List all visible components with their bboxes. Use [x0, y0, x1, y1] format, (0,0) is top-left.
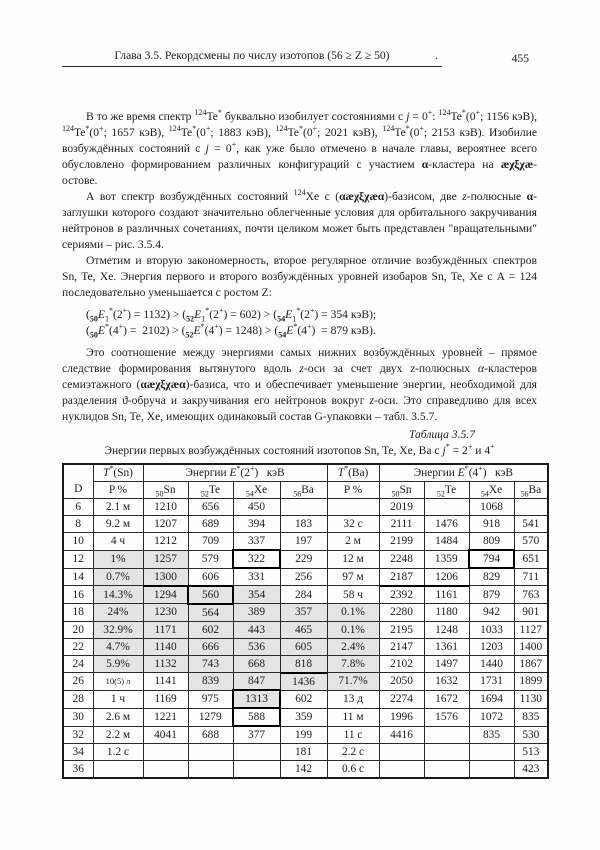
- table-cell: 331: [233, 568, 280, 586]
- energy-inequalities: [86, 307, 537, 339]
- cell-d-value: 32: [63, 726, 93, 744]
- table-cell: 1672: [424, 690, 469, 708]
- table-cell: 2280: [379, 604, 424, 622]
- table-cell: [424, 761, 469, 779]
- table-cell: 1130: [514, 690, 548, 708]
- table-cell: 2.2 м: [93, 726, 143, 744]
- table-cell: 1361: [424, 638, 469, 655]
- table-cell: 11 м: [327, 708, 379, 726]
- table-cell: [93, 761, 143, 779]
- isotope-table-body: [63, 499, 548, 779]
- table-cell: 901: [514, 604, 548, 622]
- table-cell: [233, 744, 280, 761]
- cell-d-value: 14: [63, 568, 93, 586]
- table-cell: [188, 744, 233, 761]
- header-row-columns: [63, 482, 548, 499]
- table-cell: 835: [514, 708, 548, 726]
- table-cell: 1359: [424, 550, 469, 568]
- table-cell: 2.6 м: [93, 708, 143, 726]
- running-head-title: [62, 48, 442, 67]
- table-cell: [280, 499, 327, 516]
- table-cell: 835: [469, 726, 514, 744]
- table-cell: 1313: [233, 690, 280, 708]
- table-cell: 2195: [379, 621, 424, 638]
- table-cell: 32 с: [327, 516, 379, 533]
- paragraph-te124-spectrum: В то же время спектр $^{124}$Te* буквально изобилует состояниями с j = 0+: $^{124}$Te*(0+; 1156 кэВ), $^{124}$Te*(0+; 1657 кэВ), $^{124}$Te*(0+; 1883 кэВ), $^{124}$Te*(0+; 2021 кэВ), $^{124}$Te*(0+; 2153 кэВ). Изобилие возбуждённых состояний с j = 0+, как уже было отмечено в начале главы, вероятнее всего обусловлено формированием различных конфигураций с участием α-кластера на æχξχæ-остове.: [62, 108, 537, 187]
- table-cell: 5.9%: [93, 655, 143, 673]
- paragraph-second-regularity: Отметим и вторую закономерность, второе регулярное отличие возбуждённых спектров Sn, Te, Xe. Энергия первого и второго возбуждённых уровней изобаров Sn, Te, Xe с A = 124 последовательно уменьшается с ростом Z:: [62, 254, 537, 299]
- table-cell: 1%: [93, 550, 143, 568]
- table-cell: 7.8%: [327, 655, 379, 673]
- table-cell: 1497: [424, 655, 469, 673]
- table-cell: 2 м: [327, 533, 379, 551]
- table-cell: 1033: [469, 621, 514, 638]
- table-cell: 1206: [424, 568, 469, 586]
- col-header-halflife-sn: T*(Sn): [93, 464, 143, 482]
- table-row: [63, 690, 548, 708]
- table-cell: 58 ч: [327, 586, 379, 604]
- table-cell: 588: [233, 708, 280, 726]
- col-header-p-ba: P %: [327, 482, 379, 499]
- table-cell: 2.4%: [327, 638, 379, 655]
- table-cell: 337: [233, 533, 280, 551]
- table-cell: 2274: [379, 690, 424, 708]
- table-cell: 513: [514, 744, 548, 761]
- table-cell: 1230: [143, 604, 188, 622]
- cell-d-value: 30: [63, 708, 93, 726]
- col-header-te-2: $_{52}$Te: [188, 482, 233, 499]
- table-cell: 1212: [143, 533, 188, 551]
- table-cell: [379, 744, 424, 761]
- table-cell: 942: [469, 604, 514, 622]
- table-row: [63, 533, 548, 551]
- table-cell: 2248: [379, 550, 424, 568]
- running-head-dot: .: [435, 49, 438, 62]
- table-cell: 2187: [379, 568, 424, 586]
- table-cell: 829: [469, 568, 514, 586]
- cell-d-value: 8: [63, 516, 93, 533]
- table-cell: 1400: [514, 638, 548, 655]
- table-cell: 560: [188, 586, 233, 604]
- table-cell: 14.3%: [93, 586, 143, 604]
- table-row: [63, 655, 548, 673]
- cell-d-value: 16: [63, 586, 93, 604]
- table-cell: 1203: [469, 638, 514, 655]
- table-cell: 709: [188, 533, 233, 551]
- table-cell: 1171: [143, 621, 188, 638]
- table-cell: 1257: [143, 550, 188, 568]
- table-cell: 0.1%: [327, 604, 379, 622]
- table-cell: 1.2 с: [93, 744, 143, 761]
- table-cell: 1141: [143, 673, 188, 691]
- table-cell: 389: [233, 604, 280, 622]
- table-cell: 794: [469, 550, 514, 568]
- table-cell: 2199: [379, 533, 424, 551]
- table-cell: 284: [280, 586, 327, 604]
- isotope-table: [62, 463, 549, 779]
- table-cell: 322: [233, 550, 280, 568]
- table-cell: 2392: [379, 586, 424, 604]
- table-cell: 651: [514, 550, 548, 568]
- table-cell: 763: [514, 586, 548, 604]
- col-header-sn-4: $_{50}$Sn: [379, 482, 424, 499]
- table-cell: 9.2 м: [93, 516, 143, 533]
- table-cell: 97 м: [327, 568, 379, 586]
- cell-d-value: 20: [63, 621, 93, 638]
- table-cell: 602: [188, 621, 233, 638]
- table-cell: [469, 744, 514, 761]
- table-cell: 1068: [469, 499, 514, 516]
- cell-d-value: 26: [63, 673, 93, 691]
- table-cell: 1294: [143, 586, 188, 604]
- table-cell: 71.7%: [327, 673, 379, 691]
- paragraph-xe124-spectrum: А вот спектр возбуждённых состояний $^{124}$Xe с (αæχξχæα)-базисом, две z-полюсные α-заглушки которого создают значительно облегченные условия для орбитального закручивания нейтронов в различных сочетаниях, почти целиком может быть представлен "вращательными" сериями – рис. 3.5.4.: [62, 188, 538, 251]
- table-cell: 359: [280, 708, 327, 726]
- table-row: [63, 673, 548, 691]
- table-cell: 847: [233, 673, 280, 691]
- table-cell: 4416: [379, 726, 424, 744]
- header-row-groups: [63, 464, 548, 482]
- table-cell: 1072: [469, 708, 514, 726]
- col-header-te-4: $_{52}$Te: [424, 482, 469, 499]
- table-cell: 32.9%: [93, 621, 143, 638]
- page-number: 455: [511, 52, 529, 65]
- cell-d-value: 28: [63, 690, 93, 708]
- table-cell: 0.1%: [327, 621, 379, 638]
- table-cell: 879: [469, 586, 514, 604]
- table-caption-title: Энергии первых возбуждённых состояний изотопов Sn, Te, Xe, Ba с j* = 2+ и 4+: [104, 442, 495, 457]
- cell-d-value: 34: [63, 744, 93, 761]
- table-cell: 465: [280, 621, 327, 638]
- col-header-energies-2plus: Энергии E*(2+) кэВ: [143, 464, 327, 482]
- table-cell: 918: [469, 516, 514, 533]
- table-cell: 2111: [379, 516, 424, 533]
- table-cell: 689: [188, 516, 233, 533]
- col-header-d: D: [63, 464, 93, 499]
- table-cell: 743: [188, 655, 233, 673]
- table-cell: 1221: [143, 708, 188, 726]
- table-cell: 530: [514, 726, 548, 744]
- equation-2plus: $(_{50}E_1^*(2^+) = 1132) > (_{52}E_1^*(2^+) = 602) > (_{54}E_1^*(2^+) = 354$ кэВ);: [86, 306, 377, 324]
- col-header-ba-2: $_{56}$Ba: [280, 482, 327, 499]
- table-cell: 606: [188, 568, 233, 586]
- table-cell: 1731: [469, 673, 514, 691]
- cell-d-value: 18: [63, 604, 93, 622]
- table-cell: 839: [188, 673, 233, 691]
- table-cell: 1127: [514, 621, 548, 638]
- table-cell: 1279: [188, 708, 233, 726]
- table-cell: [379, 761, 424, 779]
- table-cell: 1476: [424, 516, 469, 533]
- table-cell: 394: [233, 516, 280, 533]
- table-cell: 1180: [424, 604, 469, 622]
- table-cell: 1161: [424, 586, 469, 604]
- cell-d-value: 36: [63, 761, 93, 779]
- table-cell: 1436: [280, 673, 327, 691]
- cell-d-value: 24: [63, 655, 93, 673]
- table-cell: 579: [188, 550, 233, 568]
- table-cell: 1576: [424, 708, 469, 726]
- table-cell: 818: [280, 655, 327, 673]
- table-cell: 1694: [469, 690, 514, 708]
- table-cell: 809: [469, 533, 514, 551]
- table-cell: 354: [233, 586, 280, 604]
- table-row: [63, 516, 548, 533]
- table-cell: 2019: [379, 499, 424, 516]
- table-cell: 541: [514, 516, 548, 533]
- table-cell: [143, 761, 188, 779]
- table-cell: 605: [280, 638, 327, 655]
- table-cell: 181: [280, 744, 327, 761]
- table-cell: 24%: [93, 604, 143, 622]
- table-cell: [188, 761, 233, 779]
- table-cell: 183: [280, 516, 327, 533]
- table-cell: 668: [233, 655, 280, 673]
- table-cell: 11 с: [327, 726, 379, 744]
- table-cell: [143, 744, 188, 761]
- table-row: [63, 604, 548, 622]
- table-cell: 1248: [424, 621, 469, 638]
- table-cell: 1996: [379, 708, 424, 726]
- table-cell: 536: [233, 638, 280, 655]
- cell-d-value: 22: [63, 638, 93, 655]
- table-row: [63, 761, 548, 779]
- table-cell: 2.2 с: [327, 744, 379, 761]
- table-cell: 357: [280, 604, 327, 622]
- table-row: [63, 568, 548, 586]
- equation-4plus: $(_{50}E^*(4^+) = 2102) > (_{52}E^*(4^+) = 1248) > (_{54}E^*(4^+) = 879$ кэВ).: [86, 322, 376, 340]
- cell-d-value: 12: [63, 550, 93, 568]
- table-cell: 13 д: [327, 690, 379, 708]
- table-cell: 443: [233, 621, 280, 638]
- table-cell: 711: [514, 568, 548, 586]
- cell-d-value: 6: [63, 499, 93, 516]
- table-cell: 377: [233, 726, 280, 744]
- col-header-xe-2: $_{54}$Xe: [233, 482, 280, 499]
- table-row: [63, 638, 548, 655]
- table-cell: 602: [280, 690, 327, 708]
- table-cell: 2102: [379, 655, 424, 673]
- table-cell: 666: [188, 638, 233, 655]
- col-header-energies-4plus: Энергии E*(4+) кэВ: [379, 464, 548, 482]
- table-cell: 1132: [143, 655, 188, 673]
- col-header-xe-4: $_{54}$Xe: [469, 482, 514, 499]
- col-header-halflife-ba: T*(Ba): [327, 464, 379, 482]
- table-cell: 1210: [143, 499, 188, 516]
- cell-d-value: 10: [63, 533, 93, 551]
- table-cell: 197: [280, 533, 327, 551]
- table-cell: [514, 499, 548, 516]
- table-cell: 1484: [424, 533, 469, 551]
- table-row: [63, 726, 548, 744]
- table-cell: 4041: [143, 726, 188, 744]
- table-cell: [327, 499, 379, 516]
- table-cell: 564: [188, 604, 233, 622]
- table-cell: 1440: [469, 655, 514, 673]
- table-cell: 2147: [379, 638, 424, 655]
- table-cell: [469, 761, 514, 779]
- isotope-table-header: [63, 464, 548, 499]
- table-cell: 1 ч: [93, 690, 143, 708]
- chapter-title: Глава 3.5. Рекордсмены по числу изотопов (56 ≥ Z ≥ 50): [114, 49, 390, 62]
- paragraph-explanation: Это соотношение между энергиями самых нижних возбуждённых уровней – прямое следствие формирования вытянутого вдоль z-оси за счет двух z-полюсных α-кластеров семиэтажного (αæχξχæα)-базиса, что и обеспечивает уменьшение энергии, необходимой для разделения ϑ-обруча и закручивания его нейтронов вокруг z-оси. Это справедливо для всех нуклидов Sn, Te, Xe, имеющих одинаковый состав G-упаковки – табл. 3.5.7.: [62, 346, 537, 423]
- table-cell: [233, 761, 280, 779]
- table-cell: 4.7%: [93, 638, 143, 655]
- col-header-p-sn: P %: [93, 482, 143, 499]
- table-row: [63, 499, 548, 516]
- col-header-sn-2: $_{50}$Sn: [143, 482, 188, 499]
- table-cell: 10(5) л: [93, 673, 143, 691]
- table-cell: 688: [188, 726, 233, 744]
- table-caption-label: Таблица 3.5.7: [408, 428, 475, 441]
- table-cell: 975: [188, 690, 233, 708]
- table-cell: 570: [514, 533, 548, 551]
- running-head: [62, 48, 537, 67]
- table-cell: 423: [514, 761, 548, 779]
- table-cell: 0.7%: [93, 568, 143, 586]
- table-cell: 450: [233, 499, 280, 516]
- table-cell: 0.6 с: [327, 761, 379, 779]
- table-cell: [424, 726, 469, 744]
- table-cell: 142: [280, 761, 327, 779]
- table-row: [63, 744, 548, 761]
- table-cell: 1632: [424, 673, 469, 691]
- table-cell: 1169: [143, 690, 188, 708]
- table-cell: [424, 744, 469, 761]
- table-cell: 2.1 м: [93, 499, 143, 516]
- table-row: [63, 586, 548, 604]
- table-cell: 4 ч: [93, 533, 143, 551]
- table-row: [63, 550, 548, 568]
- table-cell: 1207: [143, 516, 188, 533]
- table-cell: 229: [280, 550, 327, 568]
- col-header-ba-4: $_{56}$Ba: [514, 482, 548, 499]
- table-cell: 1300: [143, 568, 188, 586]
- table-cell: 1867: [514, 655, 548, 673]
- table-cell: 199: [280, 726, 327, 744]
- table-cell: 12 м: [327, 550, 379, 568]
- table-cell: 1899: [514, 673, 548, 691]
- table-cell: 256: [280, 568, 327, 586]
- table-cell: [424, 499, 469, 516]
- table-cell: 2050: [379, 673, 424, 691]
- table-cell: 656: [188, 499, 233, 516]
- table-cell: 1140: [143, 638, 188, 655]
- table-row: [63, 621, 548, 638]
- table-row: [63, 708, 548, 726]
